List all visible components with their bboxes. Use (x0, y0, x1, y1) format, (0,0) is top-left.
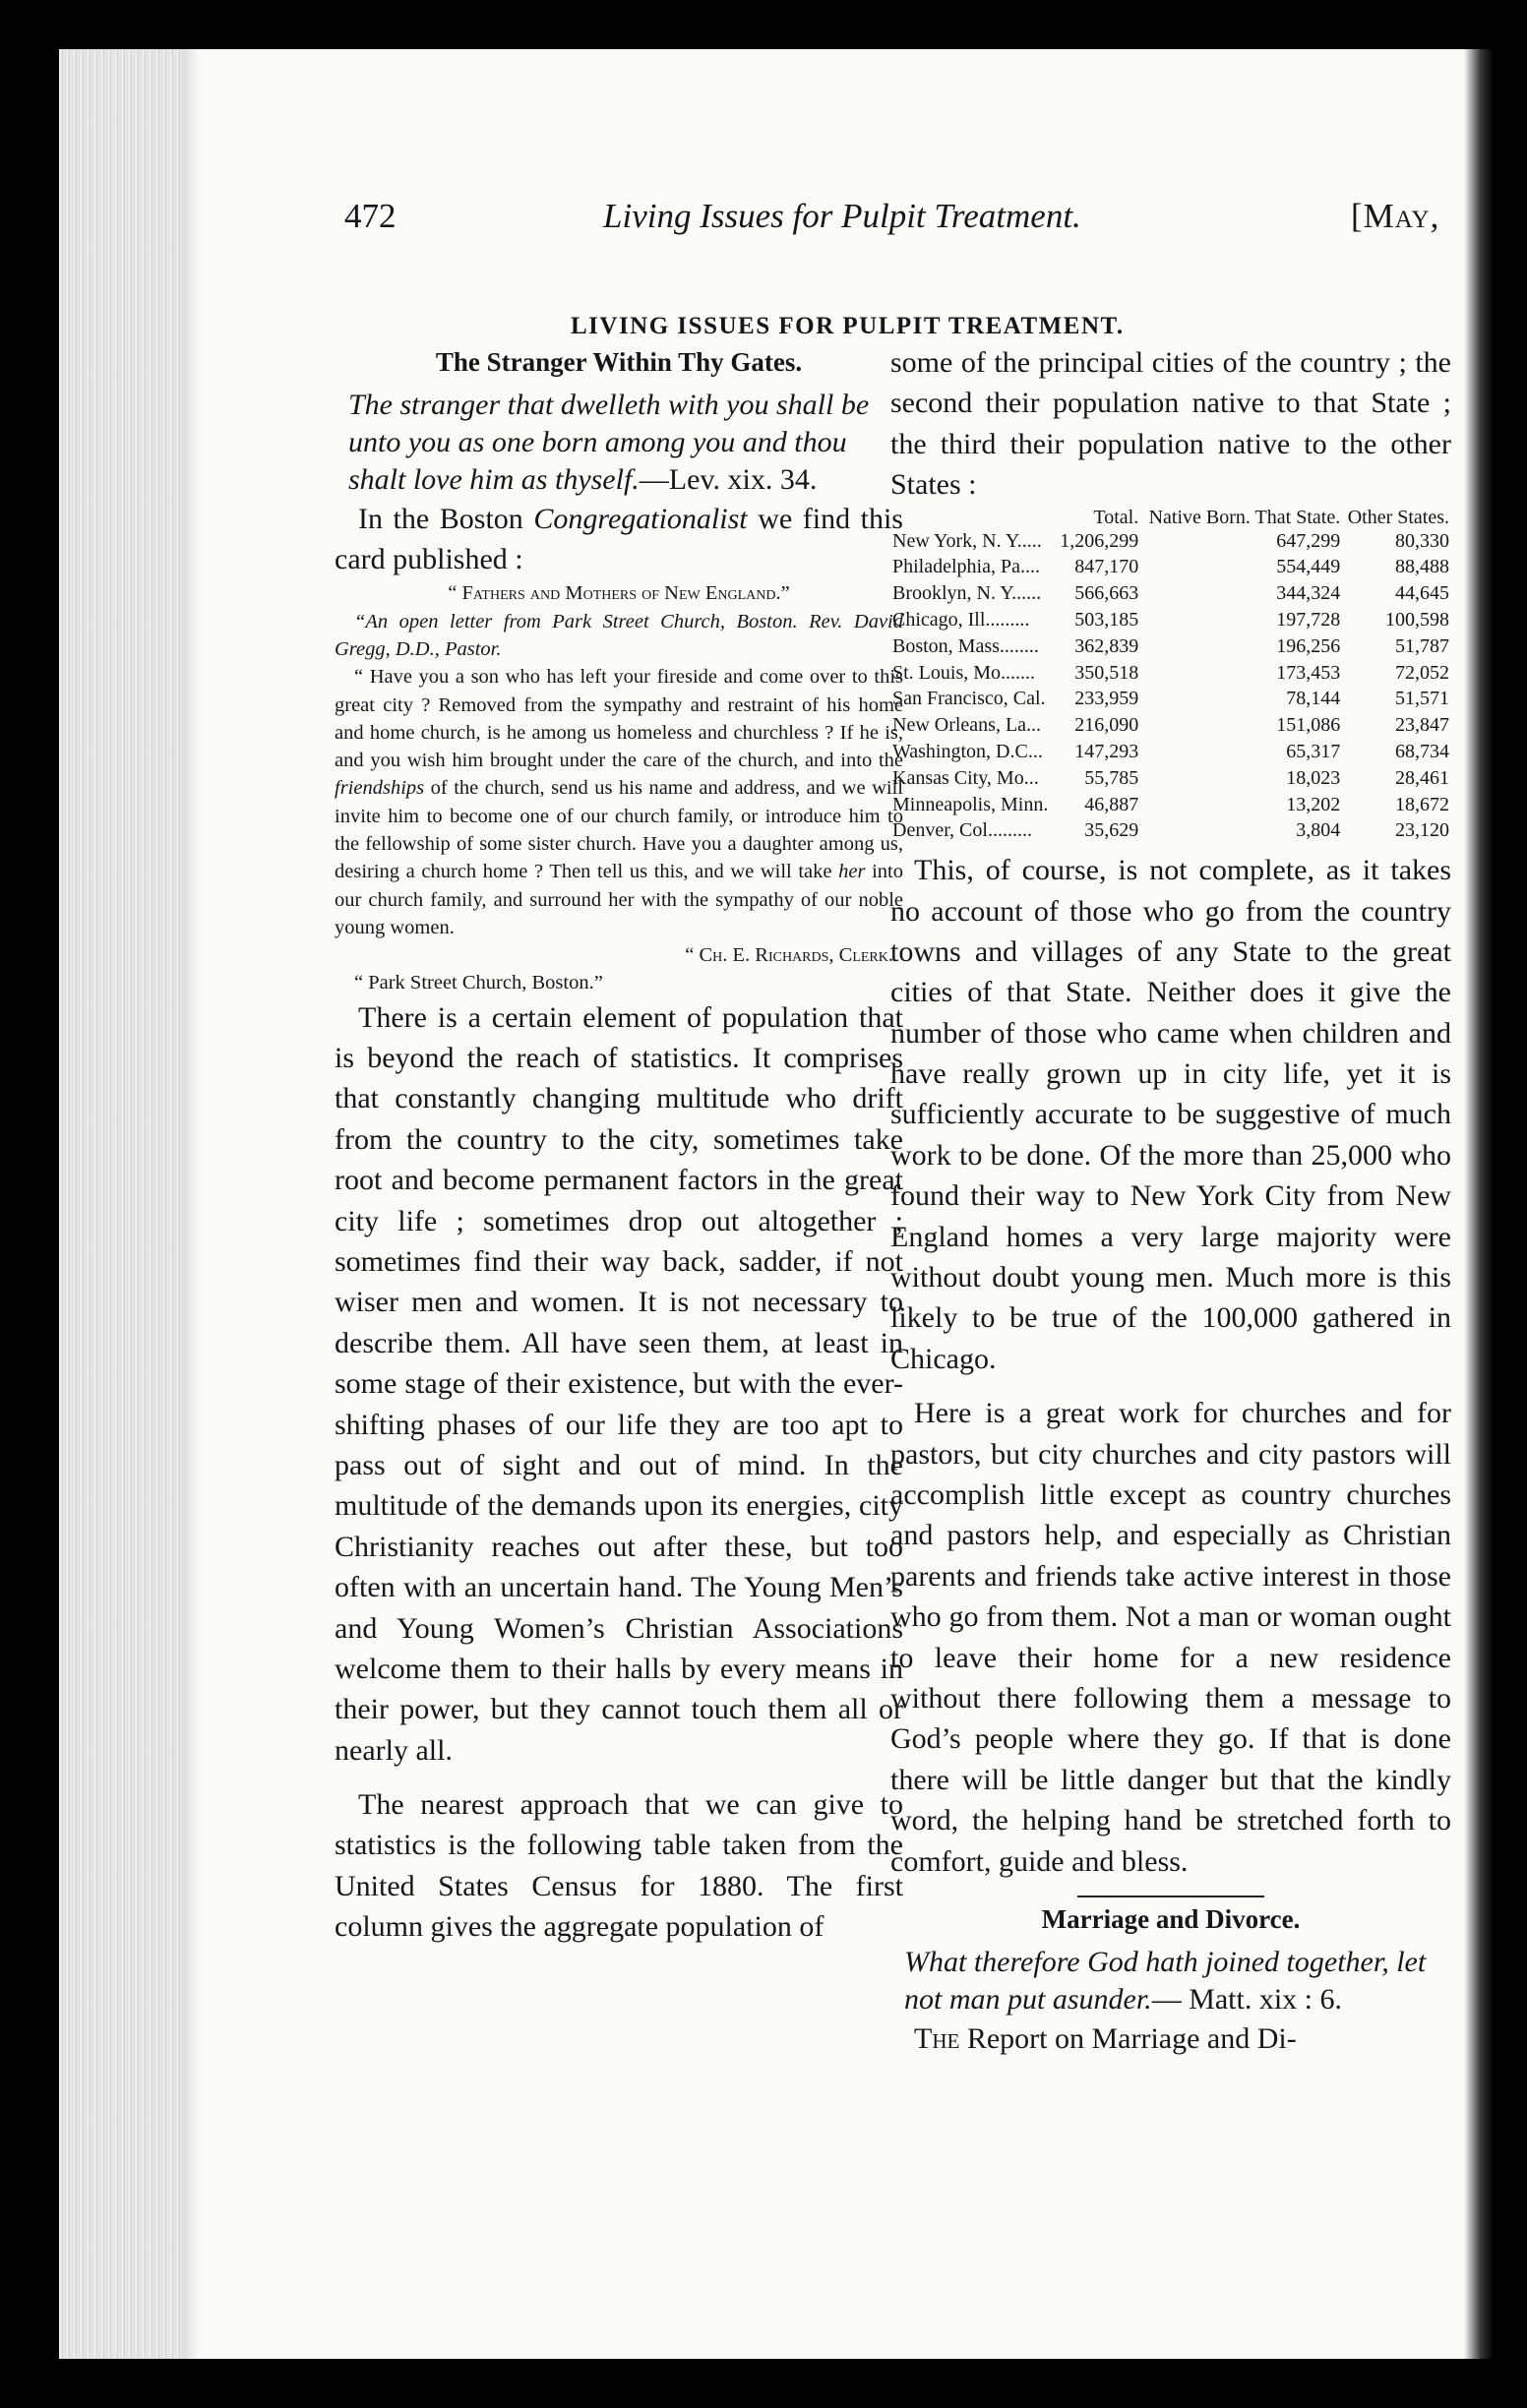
article-heading: The Stranger Within Thy Gates. (435, 347, 803, 377)
table-body (890, 528, 1451, 845)
card-text-2: of the church, send us his name and address, and we will invite him to become one of our church family, or introduce him to the fellowship of some sister church. Have you a daughter among us, desiring a church home ? Then tell us this, and we will take (335, 777, 903, 883)
intro-text: In the Boston (358, 502, 534, 535)
card-subtitle: “An open letter from Park Street Church, Boston. Rev. David Gregg, D.D., Pastor. (335, 610, 903, 660)
table-row (890, 607, 1451, 633)
left-column (335, 342, 903, 1948)
table-cell-value: 80,330 (1395, 529, 1449, 552)
table-cell-value: 35,629 (1084, 819, 1139, 842)
table-cell-value: 55,785 (1084, 766, 1139, 789)
table-cell-value: 46,887 (1084, 793, 1139, 815)
table-cell-value: 362,839 (1074, 634, 1139, 657)
body-paragraph: There is a certain element of population that is beyond the reach of statistics. It comprises that constantly changing multitude who drift from the country to the city, sometimes take root and become permanent factors in the great city life ; sometimes drop out altogether ; sometimes find their way back, sadder, if not wiser men and women. It is not necessary to describe them. All have seen them, at least in some stage of their existence, but with the ever-shifting phases of our life they are too apt to pass out of sight and out of mind. In the multitude of the demands upon its energies, city Christianity reaches out after these, but too often with an uncertain hand. The Young Men’s and Young Women’s Christian Associations welcome them to their halls by every means in their power, but they cannot touch them all or nearly all. (335, 1000, 903, 1767)
table-cell-value: 647,299 (1276, 529, 1341, 552)
table-row (890, 580, 1451, 607)
table-row (890, 554, 1451, 580)
table-cell-value: 65,317 (1286, 740, 1341, 762)
table-cell-value: 100,598 (1385, 608, 1449, 631)
epigraph (890, 1944, 1451, 2018)
table-cell-value: 847,170 (1074, 556, 1139, 578)
table-header: Total. (1093, 506, 1139, 528)
table-cell-city: San Francisco, Cal. (892, 688, 1046, 710)
table-cell-value: 197,728 (1276, 608, 1341, 631)
epigraph-text: The stranger that dwelleth with you shall be unto you as one born among you and thou shalt love him as thyself. (348, 389, 870, 496)
table-cell-city: Boston, Mass........ (892, 634, 1039, 657)
card-emphasis: friendships (335, 777, 425, 800)
table-cell-city: Brooklyn, N. Y...... (892, 582, 1042, 605)
book-page (59, 49, 1494, 2359)
table-cell-city: Philadelphia, Pa.... (892, 556, 1040, 578)
intro-paragraph (335, 499, 903, 580)
table-cell-value: 18,672 (1395, 793, 1449, 815)
epigraph-reference: — Matt. xix : 6. (1151, 1982, 1343, 2016)
table-cell-value: 503,185 (1074, 608, 1139, 631)
opening-text: Report on Marriage and Di- (959, 2021, 1297, 2055)
body-paragraph: This, of course, is not complete, as it takes no account of those who go from the country towns and villages of any State to the great cities of that State. Neither does it give the number of those who came when children and have really grown up in city life, yet it is sufficiently accurate to be suggestive of much work to be done. Of the more than 25,000 who found their way to New York City from New England homes a very large majority were without doubt young men. Much more is this likely to be true of the 100,000 gathered in Chicago. (890, 854, 1451, 1375)
table-cell-city: New Orleans, La... (892, 714, 1042, 737)
table-cell-city: Minneapolis, Minn. (892, 793, 1049, 815)
table-cell-value: 216,090 (1074, 714, 1139, 737)
table-cell-value: 566,663 (1074, 582, 1139, 605)
table-cell-value: 51,787 (1395, 634, 1449, 657)
census-table (890, 508, 1451, 845)
table-cell-value: 51,571 (1395, 688, 1449, 710)
table-cell-city: Denver, Col......... (892, 819, 1032, 842)
epigraph (335, 387, 903, 498)
table-row (890, 712, 1451, 739)
article-heading: Marriage and Divorce. (1041, 1903, 1301, 1934)
table-cell-value: 151,086 (1276, 714, 1341, 737)
card-text: “ Have you a son who has left your fireside and come over to this great city ? Removed from the sympathy and restraint of his home and home church, is he among us homeless and churchless ? If he is, and you wish him brought under the care of the church, and into the (335, 666, 903, 772)
card-signature: “ Ch. E. Richards, Clerk. (685, 944, 893, 967)
table-cell-value: 147,293 (1074, 740, 1139, 762)
right-column (890, 342, 1451, 2059)
card-emphasis-2: her (838, 861, 866, 883)
table-row (890, 739, 1451, 765)
running-month: [May, (1351, 197, 1440, 235)
table-cell-value: 1,206,299 (1060, 529, 1139, 552)
table-cell-city: New York, N. Y..... (892, 529, 1042, 552)
table-cell-value: 196,256 (1276, 634, 1341, 657)
table-header (890, 508, 1056, 528)
table-cell-value: 18,023 (1286, 766, 1341, 789)
table-cell-value: 78,144 (1286, 688, 1341, 710)
table-row (890, 686, 1451, 712)
table-cell-value: 554,449 (1276, 556, 1341, 578)
table-cell-city: Washington, D.C... (892, 740, 1043, 762)
running-title: Living Issues for Pulpit Treatment. (603, 197, 1081, 235)
table-cell-city: St. Louis, Mo....... (892, 661, 1036, 684)
epigraph-reference: —Lev. xix. 34. (639, 462, 818, 496)
card-text-3: into our church family, and surround her with the sympathy of our noble young women. (335, 861, 903, 938)
table-row (890, 765, 1451, 792)
publication-name: Congregationalist (533, 502, 748, 535)
table-cell-value: 68,734 (1395, 740, 1449, 762)
page-number: 472 (344, 197, 397, 235)
table-header: Native Born. That State. (1148, 506, 1341, 528)
table-cell-value: 173,453 (1276, 661, 1341, 684)
table-header: Other States. (1347, 506, 1449, 528)
table-cell-value: 3,804 (1296, 819, 1341, 842)
table-cell-value: 72,052 (1395, 661, 1449, 684)
running-head (59, 197, 1494, 246)
table-header-row (890, 508, 1451, 528)
card-title: “ Fathers and Mothers of New England.” (448, 582, 790, 605)
table-cell-value: 28,461 (1395, 766, 1449, 789)
table-row (890, 633, 1451, 660)
table-row (890, 792, 1451, 818)
table-cell-value: 23,120 (1395, 819, 1449, 842)
table-cell-value: 233,959 (1074, 688, 1139, 710)
table-cell-value: 13,202 (1286, 793, 1341, 815)
page-right-edge (1464, 49, 1494, 2359)
section-title: LIVING ISSUES FOR PULPIT TREATMENT. (571, 313, 1125, 339)
table-cell-value: 344,324 (1276, 582, 1341, 605)
table-cell-value: 350,518 (1074, 661, 1139, 684)
table-cell-value: 88,488 (1395, 556, 1449, 578)
table-cell-city: Chicago, Ill......... (892, 608, 1030, 631)
body-paragraph-continued: some of the principal cities of the country ; the second their population native to that State ; the third their population native to the other States : (890, 346, 1451, 502)
card-address: “ Park Street Church, Boston.” (354, 972, 603, 994)
body-paragraph (890, 2018, 1451, 2059)
table-cell-value: 23,847 (1395, 714, 1449, 737)
body-paragraph: Here is a great work for churches and for pastors, but city churches and city pastors will accomplish little except as country churches and pastors help, and especially as Christian parents and friends take active interest in those who go from them. Not a man or woman ought to leave their home for a new residence without there following them a message to God’s people where they go. If that is done there will be little danger but that the kindly word, the helping hand be stretched forth to comfort, guide and bless. (890, 1397, 1451, 1878)
table-row (890, 817, 1451, 844)
page-binding-edge (59, 49, 182, 2359)
section-divider (1077, 1896, 1264, 1897)
body-paragraph: The nearest approach that we can give to statistics is the following table taken from the United States Census for 1880. The first column gives the aggregate population of (335, 1788, 903, 1944)
table-cell-value: 44,645 (1395, 582, 1449, 605)
intro-text-end: we find this card published : (335, 502, 903, 576)
opening-small-caps: The (914, 2021, 960, 2055)
table-cell-city: Kansas City, Mo... (892, 766, 1039, 789)
epigraph-text: What therefore God hath joined together, let not man put asunder. (904, 1946, 1427, 2016)
table-row (890, 660, 1451, 687)
table-row (890, 528, 1451, 555)
card-body (335, 663, 903, 941)
